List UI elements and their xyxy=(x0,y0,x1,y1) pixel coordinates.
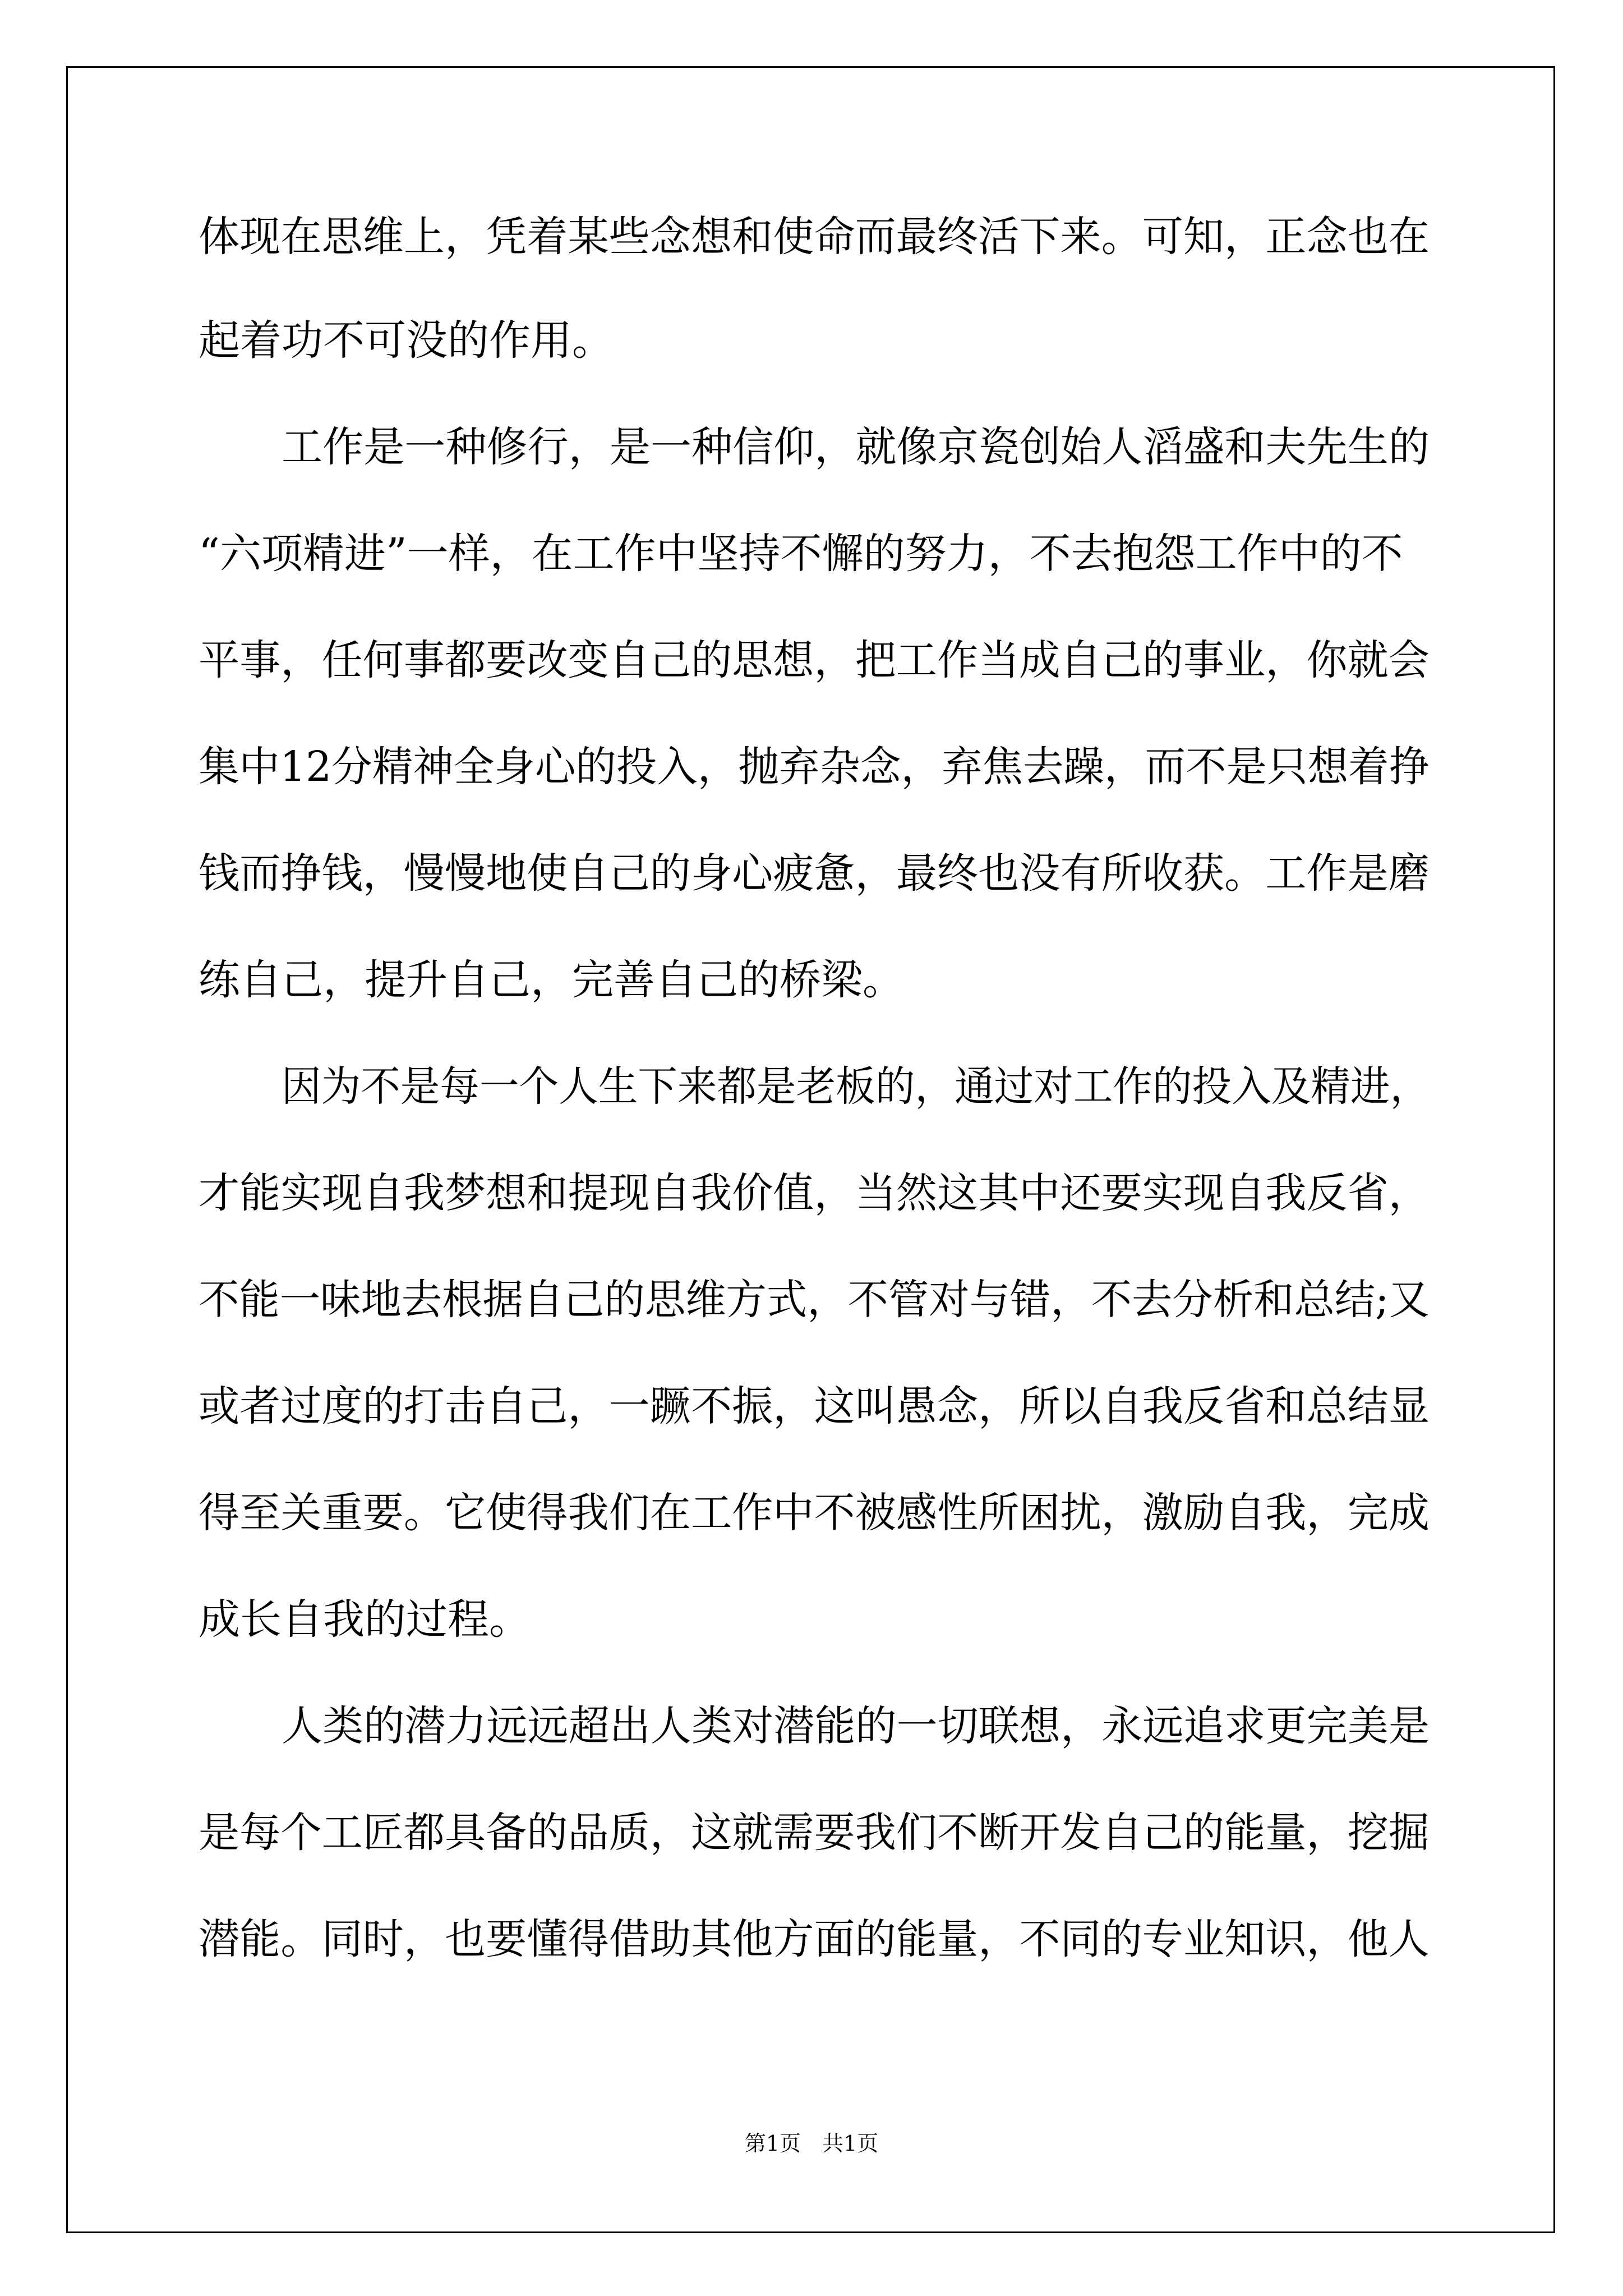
text-line: 因为不是每一个人生下来都是老板的，通过对工作的投入及精进， xyxy=(282,1062,1430,1111)
text-line: 或者过度的打击自己，一蹶不振，这叫愚念，所以自我反省和总结显 xyxy=(199,1382,1430,1430)
text-line: 人类的潜力远远超出人类对潜能的一切联想，永远追求更完美是 xyxy=(282,1702,1430,1750)
page-number-footer: 第1页 共1页 xyxy=(744,2131,879,2156)
text-line: 才能实现自我梦想和提现自我价值，当然这其中还要实现自我反省， xyxy=(199,1169,1430,1217)
text-line: 起着功不可没的作用。 xyxy=(199,316,614,365)
text-line: 练自己，提升自己，完善自己的桥梁。 xyxy=(199,956,904,1004)
text-line: 成长自我的过程。 xyxy=(199,1595,531,1644)
text-line: 不能一味地去根据自己的思维方式，不管对与错，不去分析和总结;又 xyxy=(199,1276,1430,1324)
text-line: 体现在思维上，凭着某些念想和使命而最终活下来。可知，正念也在 xyxy=(199,213,1430,261)
text-line: 工作是一种修行，是一种信仰，就像京瓷创始人滔盛和夫先生的 xyxy=(282,423,1430,471)
page-border xyxy=(66,66,1555,2233)
text-line: 钱而挣钱，慢慢地使自己的身心疲惫，最终也没有所收获。工作是磨 xyxy=(199,849,1430,898)
text-line: 得至关重要。它使得我们在工作中不被感性所困扰，激励自我，完成 xyxy=(199,1489,1430,1537)
text-line: “六项精进”一样，在工作中坚持不懈的努力，不去抱怨工作中的不 xyxy=(199,530,1403,578)
text-line: 集中12分精神全身心的投入，抛弃杂念，弃焦去躁，而不是只想着挣 xyxy=(199,743,1430,791)
text-line: 潜能。同时，也要懂得借助其他方面的能量，不同的专业知识，他人 xyxy=(199,1915,1430,1963)
text-line: 是每个工匠都具备的品质，这就需要我们不断开发自己的能量，挖掘 xyxy=(199,1809,1430,1857)
text-line: 平事，任何事都要改变自己的思想，把工作当成自己的事业，你就会 xyxy=(199,636,1430,684)
